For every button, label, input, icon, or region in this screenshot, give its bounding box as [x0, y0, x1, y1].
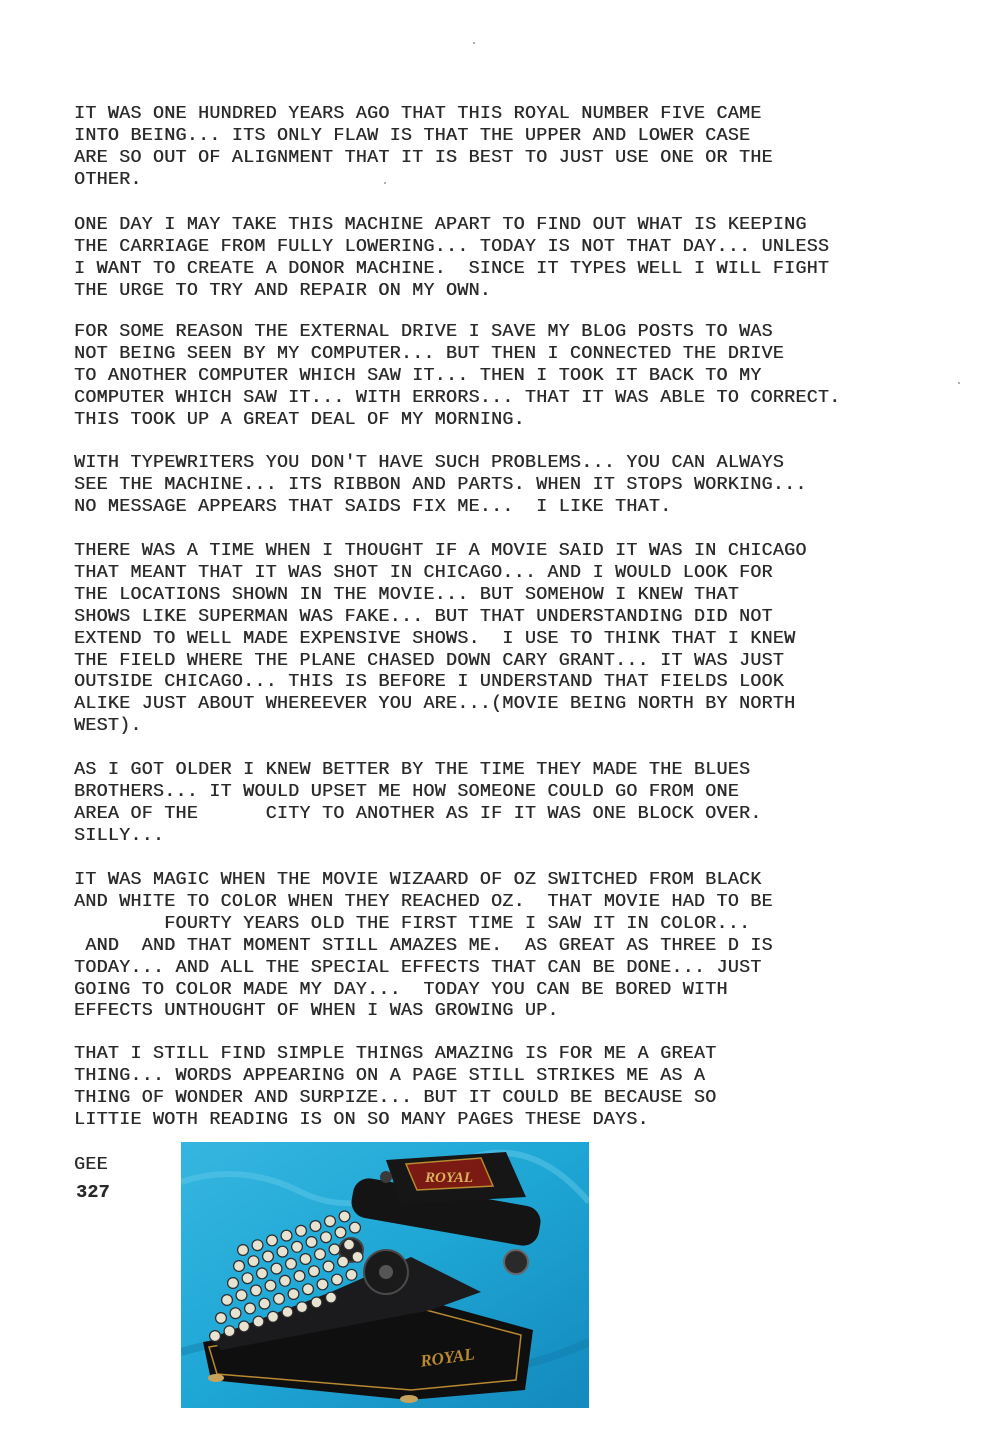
typewriter-key	[274, 1293, 285, 1304]
typewriter-key	[329, 1244, 340, 1255]
typewriter-key	[282, 1307, 293, 1318]
paragraph-1: IT WAS ONE HUNDRED YEARS AGO THAT THIS ROYAL NUMBER FIVE CAME INTO BEING... ITS ONLY FLAW IS THAT THE UPPER AND LOWER CASE ARE SO OUT OF ALIGNMENT THAT IT IS BEST TO JUST USE ONE OR THE OTHER.	[74, 104, 773, 190]
typewriter-key	[230, 1308, 241, 1319]
typewriter-key	[315, 1249, 326, 1260]
typewriter-key	[294, 1271, 305, 1282]
post-number: 327	[76, 1183, 110, 1203]
typewriter-key	[310, 1221, 321, 1232]
typewriter-photo	[181, 1142, 589, 1408]
paragraph-7: IT WAS MAGIC WHEN THE MOVIE WIZAARD OF OZ SWITCHED FROM BLACK AND WHITE TO COLOR WHEN THEY REACHED OZ. THAT MOVIE HAD TO BE FOURTY YEARS OLD THE FIRST TIME I SAW IT IN COLOR... AND AND THAT MOMENT STILL AMAZES ME. AS GREAT AS THREE D IS TODAY... AND ALL THE SPECIAL EFFECTS THAT CAN BE DONE... JUST GOING TO COLOR MADE MY DAY... TODAY YOU CAN BE BORED WITH EFFECTS UNTHOUGHT OF WHEN I WAS GROWING UP.	[74, 870, 773, 1022]
typewriter-key	[267, 1235, 278, 1246]
typewriter-key	[268, 1311, 279, 1322]
typewriter-key	[216, 1313, 227, 1324]
typewriter-key	[257, 1268, 268, 1279]
typewriter-key	[238, 1245, 249, 1256]
typewriter-key	[253, 1316, 264, 1327]
paragraph-6: AS I GOT OLDER I KNEW BETTER BY THE TIME THEY MADE THE BLUES BROTHERS... IT WOULD UPSET ME HOW SOMEONE COULD GO FROM ONE AREA OF THE CITY TO ANOTHER AS IF IT WAS ONE BLOCK OVER. SILLY...	[74, 760, 762, 846]
typewriter-key	[224, 1326, 235, 1337]
typewriter-key	[326, 1292, 337, 1303]
typewriter-key	[332, 1274, 343, 1285]
paragraph-8: THAT I STILL FIND SIMPLE THINGS AMAZING IS FOR ME A GREAT THING... WORDS APPEARING ON A PAGE STILL STRIKES ME AS A THING OF WONDER AND SURPIZE... BUT IT COULD BE BECAUSE SO LITTIE WOTH READING IS ON SO MANY PAGES THESE DAYS.	[74, 1044, 717, 1130]
royal-typewriter-illustration	[181, 1142, 589, 1408]
typewriter-key	[344, 1239, 355, 1250]
typewriter-key	[271, 1263, 282, 1274]
typewriter-key	[248, 1256, 259, 1267]
typewriter-key	[323, 1261, 334, 1272]
typewriter-key	[210, 1331, 221, 1342]
typewriter-key	[297, 1302, 308, 1313]
platen-knob	[504, 1250, 528, 1274]
typewriter-key	[311, 1297, 322, 1308]
typewriter-key	[309, 1266, 320, 1277]
typewriter-key	[228, 1278, 239, 1289]
typewriter-key	[352, 1251, 363, 1262]
typewriter-key	[236, 1290, 247, 1301]
paper-speck	[473, 42, 475, 44]
paragraph-4: WITH TYPEWRITERS YOU DON'T HAVE SUCH PROBLEMS... YOU CAN ALWAYS SEE THE MACHINE... ITS RIBBON AND PARTS. WHEN IT STOPS WORKING... NO MESSAGE APPEARS THAT SAIDS FIX ME... I LIKE THAT.	[74, 453, 807, 517]
signature: GEE	[74, 1155, 108, 1175]
typewriter-key	[300, 1254, 311, 1265]
typewriter-key	[296, 1225, 307, 1236]
typewriter-key	[251, 1285, 262, 1296]
typewriter-key	[245, 1303, 256, 1314]
typewriter-key	[259, 1298, 270, 1309]
paragraph-3: FOR SOME REASON THE EXTERNAL DRIVE I SAVE MY BLOG POSTS TO WAS NOT BEING SEEN BY MY COMPUTER... BUT THEN I CONNECTED THE DRIVE TO ANOTHER COMPUTER WHICH SAW IT... THEN I TOOK IT BACK TO MY COMPUTER WHICH SAW IT... WITH ERRORS... THAT IT WAS ABLE TO CORRECT. THIS TOOK UP A GREAT DEAL OF MY MORNING.	[74, 322, 841, 430]
paper-speck	[958, 382, 960, 384]
typewriter-key	[288, 1289, 299, 1300]
typewriter-key	[286, 1258, 297, 1269]
royal-logo-side: ROYAL	[419, 1344, 476, 1371]
typewriter-key	[338, 1256, 349, 1267]
typewriter-key	[265, 1280, 276, 1291]
typewriter-key	[277, 1246, 288, 1257]
typewriter-key	[281, 1230, 292, 1241]
typewriter-key	[252, 1240, 263, 1251]
typewriter-key	[263, 1251, 274, 1262]
typewriter-key	[234, 1261, 245, 1272]
typewriter-key	[339, 1211, 350, 1222]
typewriter-key	[292, 1241, 303, 1252]
paragraph-2: ONE DAY I MAY TAKE THIS MACHINE APART TO FIND OUT WHAT IS KEEPING THE CARRIAGE FROM FULLY LOWERING... TODAY IS NOT THAT DAY... UNLESS I WANT TO CREATE A DONOR MACHINE. SINCE IT TYPES WELL I WILL FIGHT THE URGE TO TRY AND REPAIR ON MY OWN.	[74, 215, 830, 301]
typewriter-key	[222, 1295, 233, 1306]
typewriter-key	[346, 1269, 357, 1280]
typewriter-key	[350, 1222, 361, 1233]
typewriter-key	[325, 1216, 336, 1227]
typewriter-key	[280, 1275, 291, 1286]
typewriter-key	[239, 1321, 250, 1332]
typewriter-key	[303, 1284, 314, 1295]
typewriter-key	[335, 1227, 346, 1238]
typewriter-key	[242, 1273, 253, 1284]
typewriter-key	[306, 1237, 317, 1248]
typewriter-key	[317, 1279, 328, 1290]
paragraph-5: THERE WAS A TIME WHEN I THOUGHT IF A MOVIE SAID IT WAS IN CHICAGO THAT MEANT THAT IT WAS SHOT IN CHICAGO... AND I WOULD LOOK FOR THE LOCATIONS SHOWN IN THE MOVIE... BUT SOMEHOW I KNEW THAT SHOWS LIKE SUPERMAN WAS FAKE... BUT THAT UNDERSTANDING DID NOT EXTEND TO WELL MADE EXPENSIVE SHOWS. I USE TO THINK THAT I KNEW THE FIELD WHERE THE PLANE CHASED DOWN CARY GRANT... IT WAS JUST OUTSIDE CHICAGO... THIS IS BEFORE I UNDERSTAND THAT FIELDS LOOK ALIKE JUST ABOUT WHEREEVER YOU ARE...(MOVIE BEING NORTH BY NORTH WEST).	[74, 541, 807, 737]
typewriter-key	[321, 1232, 332, 1243]
royal-logo-top: ROYAL	[425, 1170, 474, 1186]
